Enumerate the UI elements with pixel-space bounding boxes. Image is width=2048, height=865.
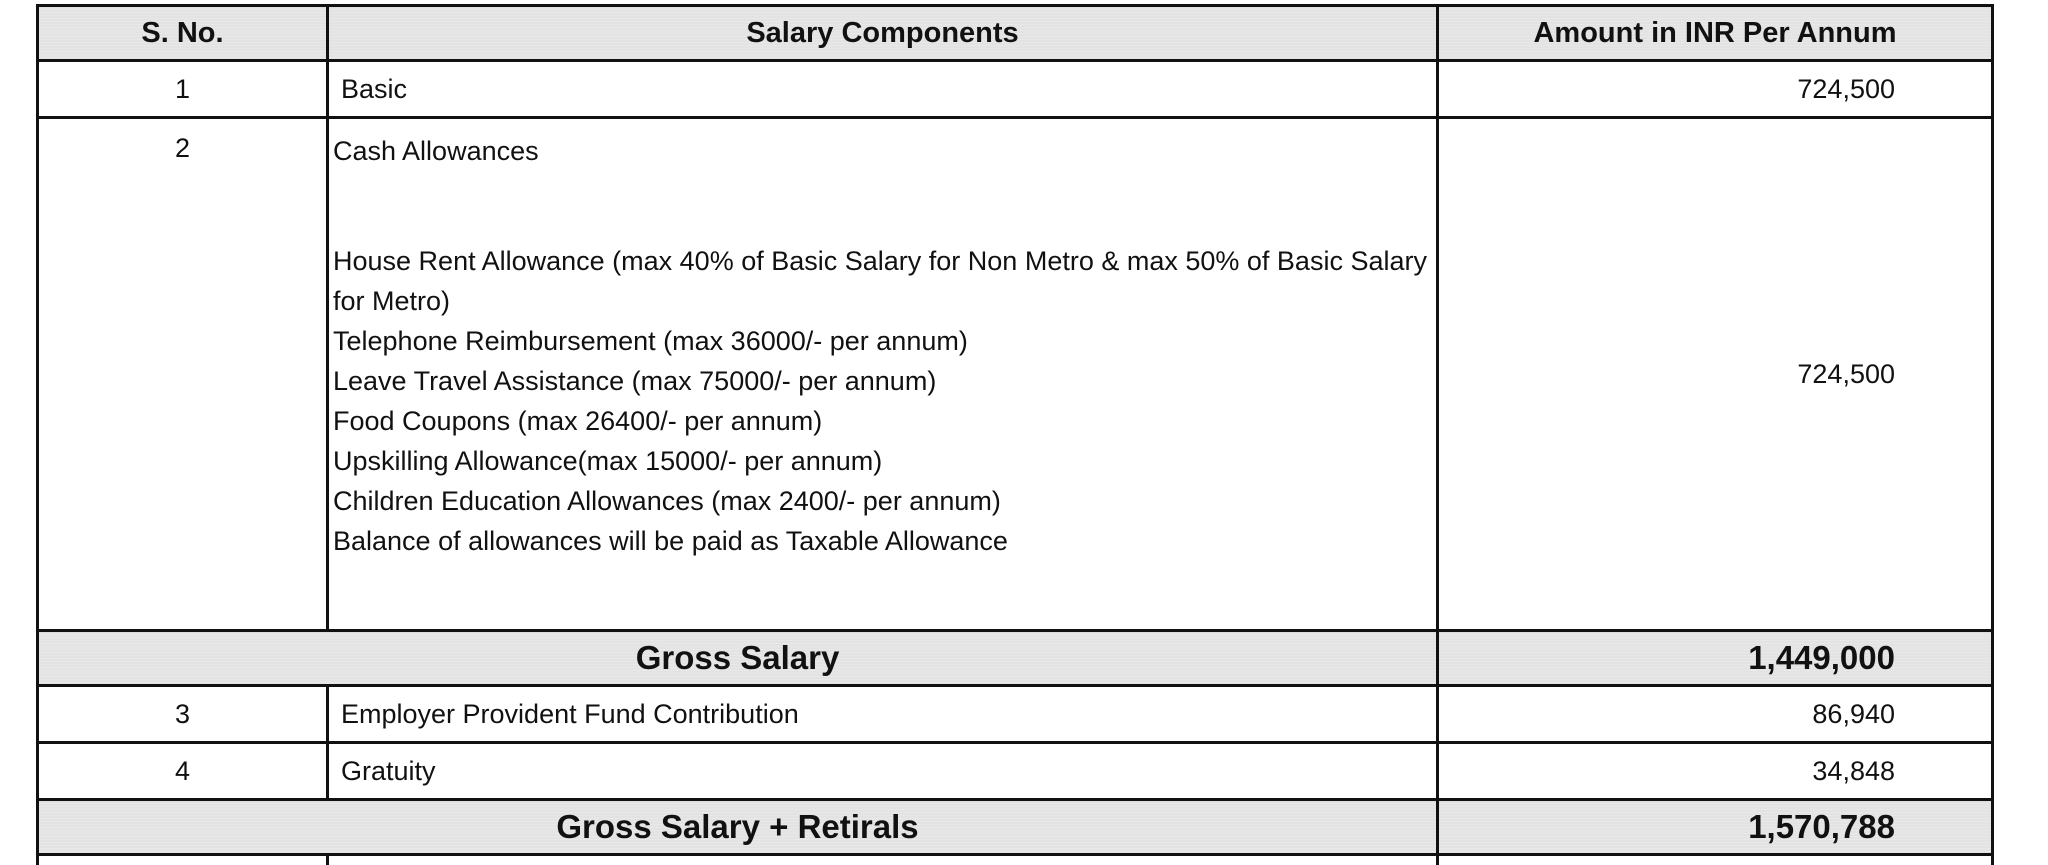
row-component: Basic <box>328 61 1438 118</box>
allowance-detail: Children Education Allowances (max 2400/- per annum) <box>333 486 1001 516</box>
gross-salary-row <box>38 631 1993 686</box>
row-amount: 34,848 <box>1438 743 1993 800</box>
cash-allowances-cell <box>328 118 1438 631</box>
allowance-detail: Telephone Reimbursement (max 36000/- per annum) <box>333 326 968 356</box>
row-component: Employer Provident Fund Contribution <box>328 686 1438 743</box>
row-component: Gratuity <box>328 743 1438 800</box>
row-sno: 2 <box>38 118 328 631</box>
row-amount: 724,500 <box>1438 118 1993 631</box>
salary-components-table <box>36 4 1994 865</box>
header-salary-components: Salary Components <box>328 6 1438 61</box>
gross-plus-retirals-row <box>38 800 1993 855</box>
table-row-partial <box>38 855 1993 865</box>
allowance-detail: House Rent Allowance (max 40% of Basic Salary for Non Metro & max 50% of Basic Salary for Metro) <box>333 246 1427 316</box>
gross-plus-retirals-label: Gross Salary + Retirals <box>38 800 1438 855</box>
gross-plus-retirals-amount: 1,570,788 <box>1438 800 1993 855</box>
table-row <box>38 743 1993 800</box>
row-amount: 724,500 <box>1438 61 1993 118</box>
allowance-detail: Balance of allowances will be paid as Taxable Allowance <box>333 526 1008 556</box>
allowance-detail: Leave Travel Assistance (max 75000/- per annum) <box>333 366 937 396</box>
allowance-detail: Upskilling Allowance(max 15000/- per annum) <box>333 446 883 476</box>
table-row <box>38 686 1993 743</box>
row-sno: 1 <box>38 61 328 118</box>
row-sno: 3 <box>38 686 328 743</box>
gross-salary-amount: 1,449,000 <box>1438 631 1993 686</box>
table-header-row <box>38 6 1993 61</box>
header-sno: S. No. <box>38 6 328 61</box>
table-row <box>38 61 1993 118</box>
table-row <box>38 118 1993 631</box>
allowance-detail: Food Coupons (max 26400/- per annum) <box>333 406 823 436</box>
row-amount: 86,940 <box>1438 686 1993 743</box>
row-component: Cash Allowances <box>333 136 539 166</box>
gross-salary-label: Gross Salary <box>38 631 1438 686</box>
header-amount: Amount in INR Per Annum <box>1438 6 1993 61</box>
row-sno-empty <box>38 855 328 865</box>
row-component-empty <box>328 855 1438 865</box>
row-sno: 4 <box>38 743 328 800</box>
row-amount-empty <box>1438 855 1993 865</box>
